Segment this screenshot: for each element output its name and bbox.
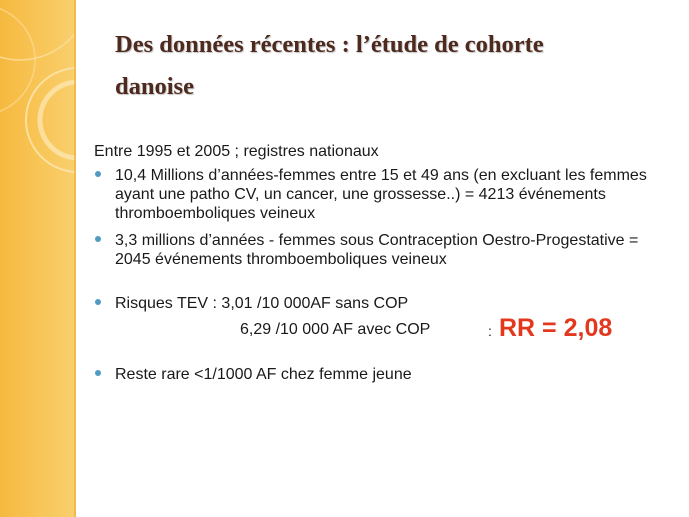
bullet-dot-icon xyxy=(95,299,101,305)
relative-risk-highlight: RR = 2,08 xyxy=(499,314,613,342)
bullet-dot-icon xyxy=(95,236,101,242)
decorative-circles xyxy=(0,0,76,200)
title-line-1: Des données récentes : l’étude de cohorte xyxy=(115,31,544,58)
risk-avec-cop-line xyxy=(94,313,674,347)
bullet-dot-icon xyxy=(95,171,101,177)
bullet-text: 10,4 Millions d’années-femmes entre 15 et 49 ans (en excluant les femmes ayant une patho CV, un cancer, une grossesse..) = 4213 événements thromboemboliques veineux xyxy=(115,167,647,222)
slide-content xyxy=(94,142,674,384)
slide-title xyxy=(115,24,675,108)
bullet-item-reste-rare xyxy=(94,365,674,384)
risk-colon: : xyxy=(488,323,492,339)
bullet-dot-icon xyxy=(95,370,101,376)
bullet-item-contraception xyxy=(94,231,674,269)
bullet-item-risques xyxy=(94,294,674,313)
sidebar-edge xyxy=(74,0,76,517)
intro-text: Entre 1995 et 2005 ; registres nationaux xyxy=(94,143,379,160)
risk-avec-text: 6,29 /10 000 AF avec COP xyxy=(240,321,431,338)
bullet-item-annees-femmes xyxy=(94,166,674,223)
bullet-text: Risques TEV : 3,01 /10 000AF sans COP xyxy=(115,295,409,312)
title-line-2: danoise xyxy=(115,73,194,100)
decorative-sidebar xyxy=(0,0,76,517)
bullet-text: Reste rare <1/1000 AF chez femme jeune xyxy=(115,366,412,383)
bullet-text: 3,3 millions d’années - femmes sous Contraception Oestro-Progestative = 2045 événements thromboemboliques veineux xyxy=(115,232,639,268)
